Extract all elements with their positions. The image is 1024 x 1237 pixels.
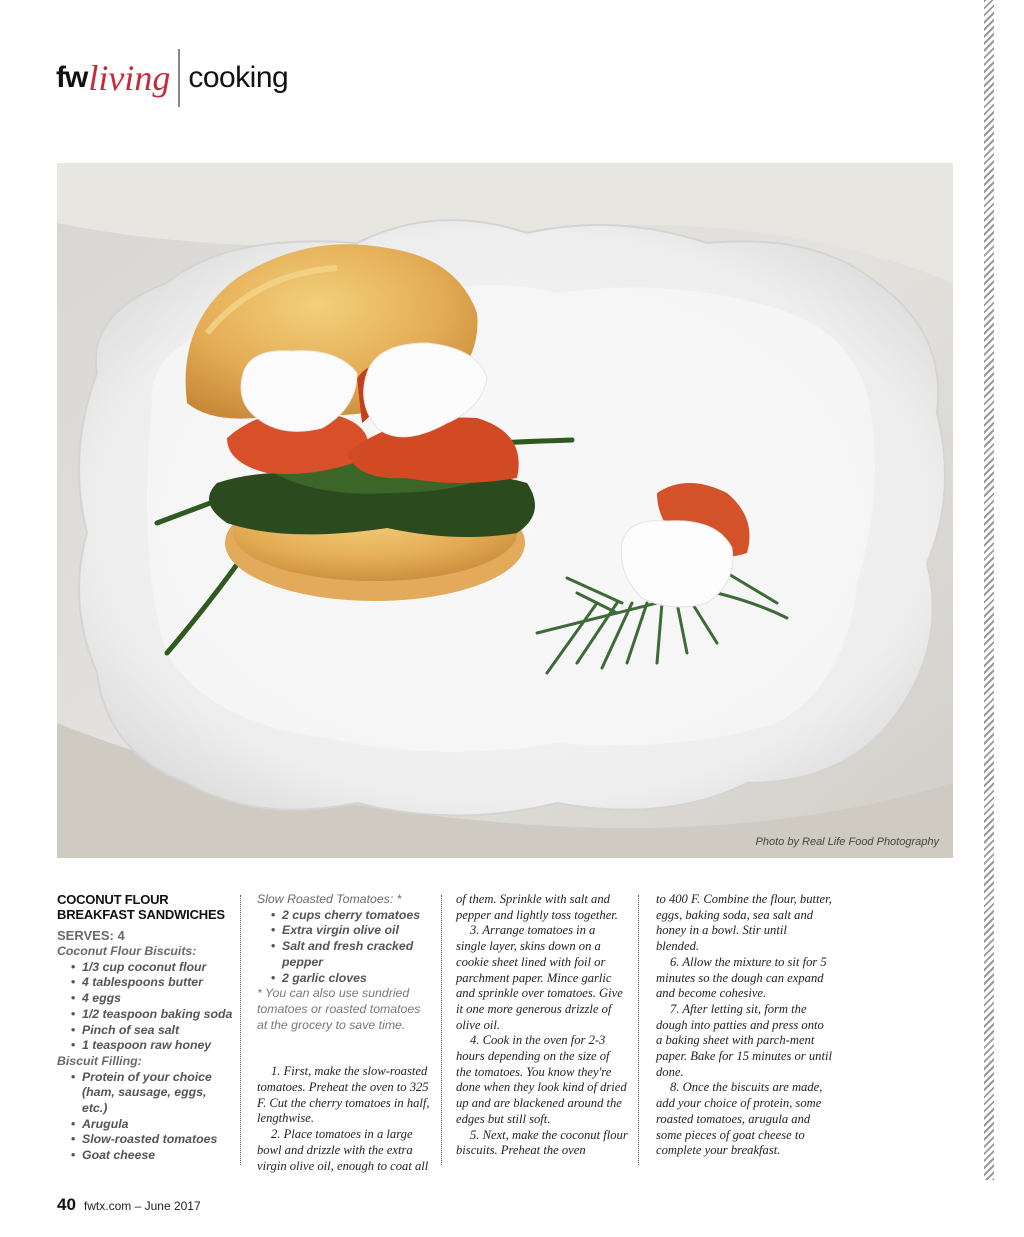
tomatoes-heading: Slow Roasted Tomatoes: * <box>257 892 402 906</box>
ingredient-item: • Extra virgin olive oil <box>257 923 433 939</box>
ingredient-item: • 4 tablespoons butter <box>57 975 233 991</box>
tomato-ingredients-list <box>257 908 433 987</box>
page-edge-stripe <box>984 0 994 1180</box>
recipe-column-4 <box>656 892 832 1159</box>
column-rule <box>240 895 241 1165</box>
food-photo-illustration <box>57 163 953 858</box>
step-4: 4. Cook in the oven for 2-3 hours depending on the size of the tomatoes. You know they're done when they look kind of dried up and are blackened around the edges but still soft. <box>456 1033 627 1126</box>
serves: SERVES: 4 <box>57 928 125 943</box>
step-3: 3. Arrange tomatoes in a single layer, skins down on a cookie sheet lined with foil or parchment paper. Mince garlic and sprinkle over tomatoes. Give it one more generous drizzle of olive oil. <box>456 923 623 1032</box>
recipe-column-2 <box>257 892 433 1174</box>
page-footer <box>57 1195 201 1215</box>
ingredient-item: • Salt and fresh cracked pepper <box>257 939 433 970</box>
step-2: 2. Place tomatoes in a large bowl and drizzle with the extra virgin olive oil, enough to coat all <box>257 1127 429 1173</box>
page-number: 40 <box>57 1195 76 1214</box>
ingredient-item: • Arugula <box>57 1117 233 1133</box>
ingredient-item: • 1 teaspoon raw honey <box>57 1038 233 1054</box>
photo-credit: Photo by Real Life Food Photography <box>755 836 939 848</box>
step-5-continued: to 400 F. Combine the flour, butter, eggs, baking soda, sea salt and honey in a bowl. Stir until blended. <box>656 892 832 954</box>
footer-text: fwtx.com – June 2017 <box>83 1199 201 1213</box>
step-5: 5. Next, make the coconut flour biscuits. Preheat the oven <box>456 1127 628 1158</box>
ingredient-item: • 4 eggs <box>57 991 233 1007</box>
step-6: 6. Allow the mixture to sit for 5 minutes so the dough can expand and become cohesive. <box>656 954 827 1001</box>
directions-text <box>656 892 832 1159</box>
masthead <box>56 48 288 108</box>
ingredient-item: • 2 cups cherry tomatoes <box>257 908 433 924</box>
tomatoes-note: * You can also use sundried tomatoes or roasted tomatoes at the grocery to save time. <box>257 986 421 1032</box>
ingredient-item: • 1/2 teaspoon baking soda <box>57 1007 233 1023</box>
biscuit-ingredients-list <box>57 960 233 1054</box>
ingredient-item: • 2 garlic cloves <box>257 971 433 987</box>
directions-text <box>257 1064 433 1174</box>
recipe-title: COCONUT FLOUR BREAKFAST SANDWICHES <box>57 892 225 922</box>
ingredient-item: • Slow-roasted tomatoes <box>57 1132 233 1148</box>
step-7: 7. After letting sit, form the dough into patties and press onto a baking sheet with parch-ment paper. Bake for 15 minutes or until done. <box>656 1001 832 1079</box>
step-1: 1. First, make the slow-roasted tomatoes. Preheat the oven to 325 F. Cut the cherry tomatoes in half, lengthwise. <box>257 1064 430 1126</box>
recipe-ingredients-column <box>57 892 233 1164</box>
ingredient-item: • Pinch of sea salt <box>57 1023 233 1039</box>
step-2-continued: of them. Sprinkle with salt and pepper and lightly toss together. <box>456 892 618 922</box>
brand-living: living <box>88 58 171 98</box>
brand-fw: fw <box>56 61 88 94</box>
column-rule <box>638 895 639 1165</box>
section-name: cooking <box>188 61 289 94</box>
column-rule <box>441 895 442 1165</box>
directions-text <box>456 892 628 1159</box>
filling-heading: Biscuit Filling: <box>57 1053 142 1068</box>
ingredient-item: • Goat cheese <box>57 1148 233 1164</box>
filling-ingredients-list <box>57 1070 233 1164</box>
food-photo <box>57 163 953 858</box>
ingredient-item: • 1/3 cup coconut flour <box>57 960 233 976</box>
ingredient-item: • Protein of your choice (ham, sausage, eggs, etc.) <box>57 1070 233 1117</box>
recipe-column-3 <box>456 892 628 1159</box>
masthead-divider <box>178 49 180 107</box>
biscuits-heading: Coconut Flour Biscuits: <box>57 944 197 958</box>
step-8: 8. Once the biscuits are made, add your choice of protein, some roasted tomatoes, arugula and some pieces of goat cheese to complete your breakfast. <box>656 1080 823 1158</box>
